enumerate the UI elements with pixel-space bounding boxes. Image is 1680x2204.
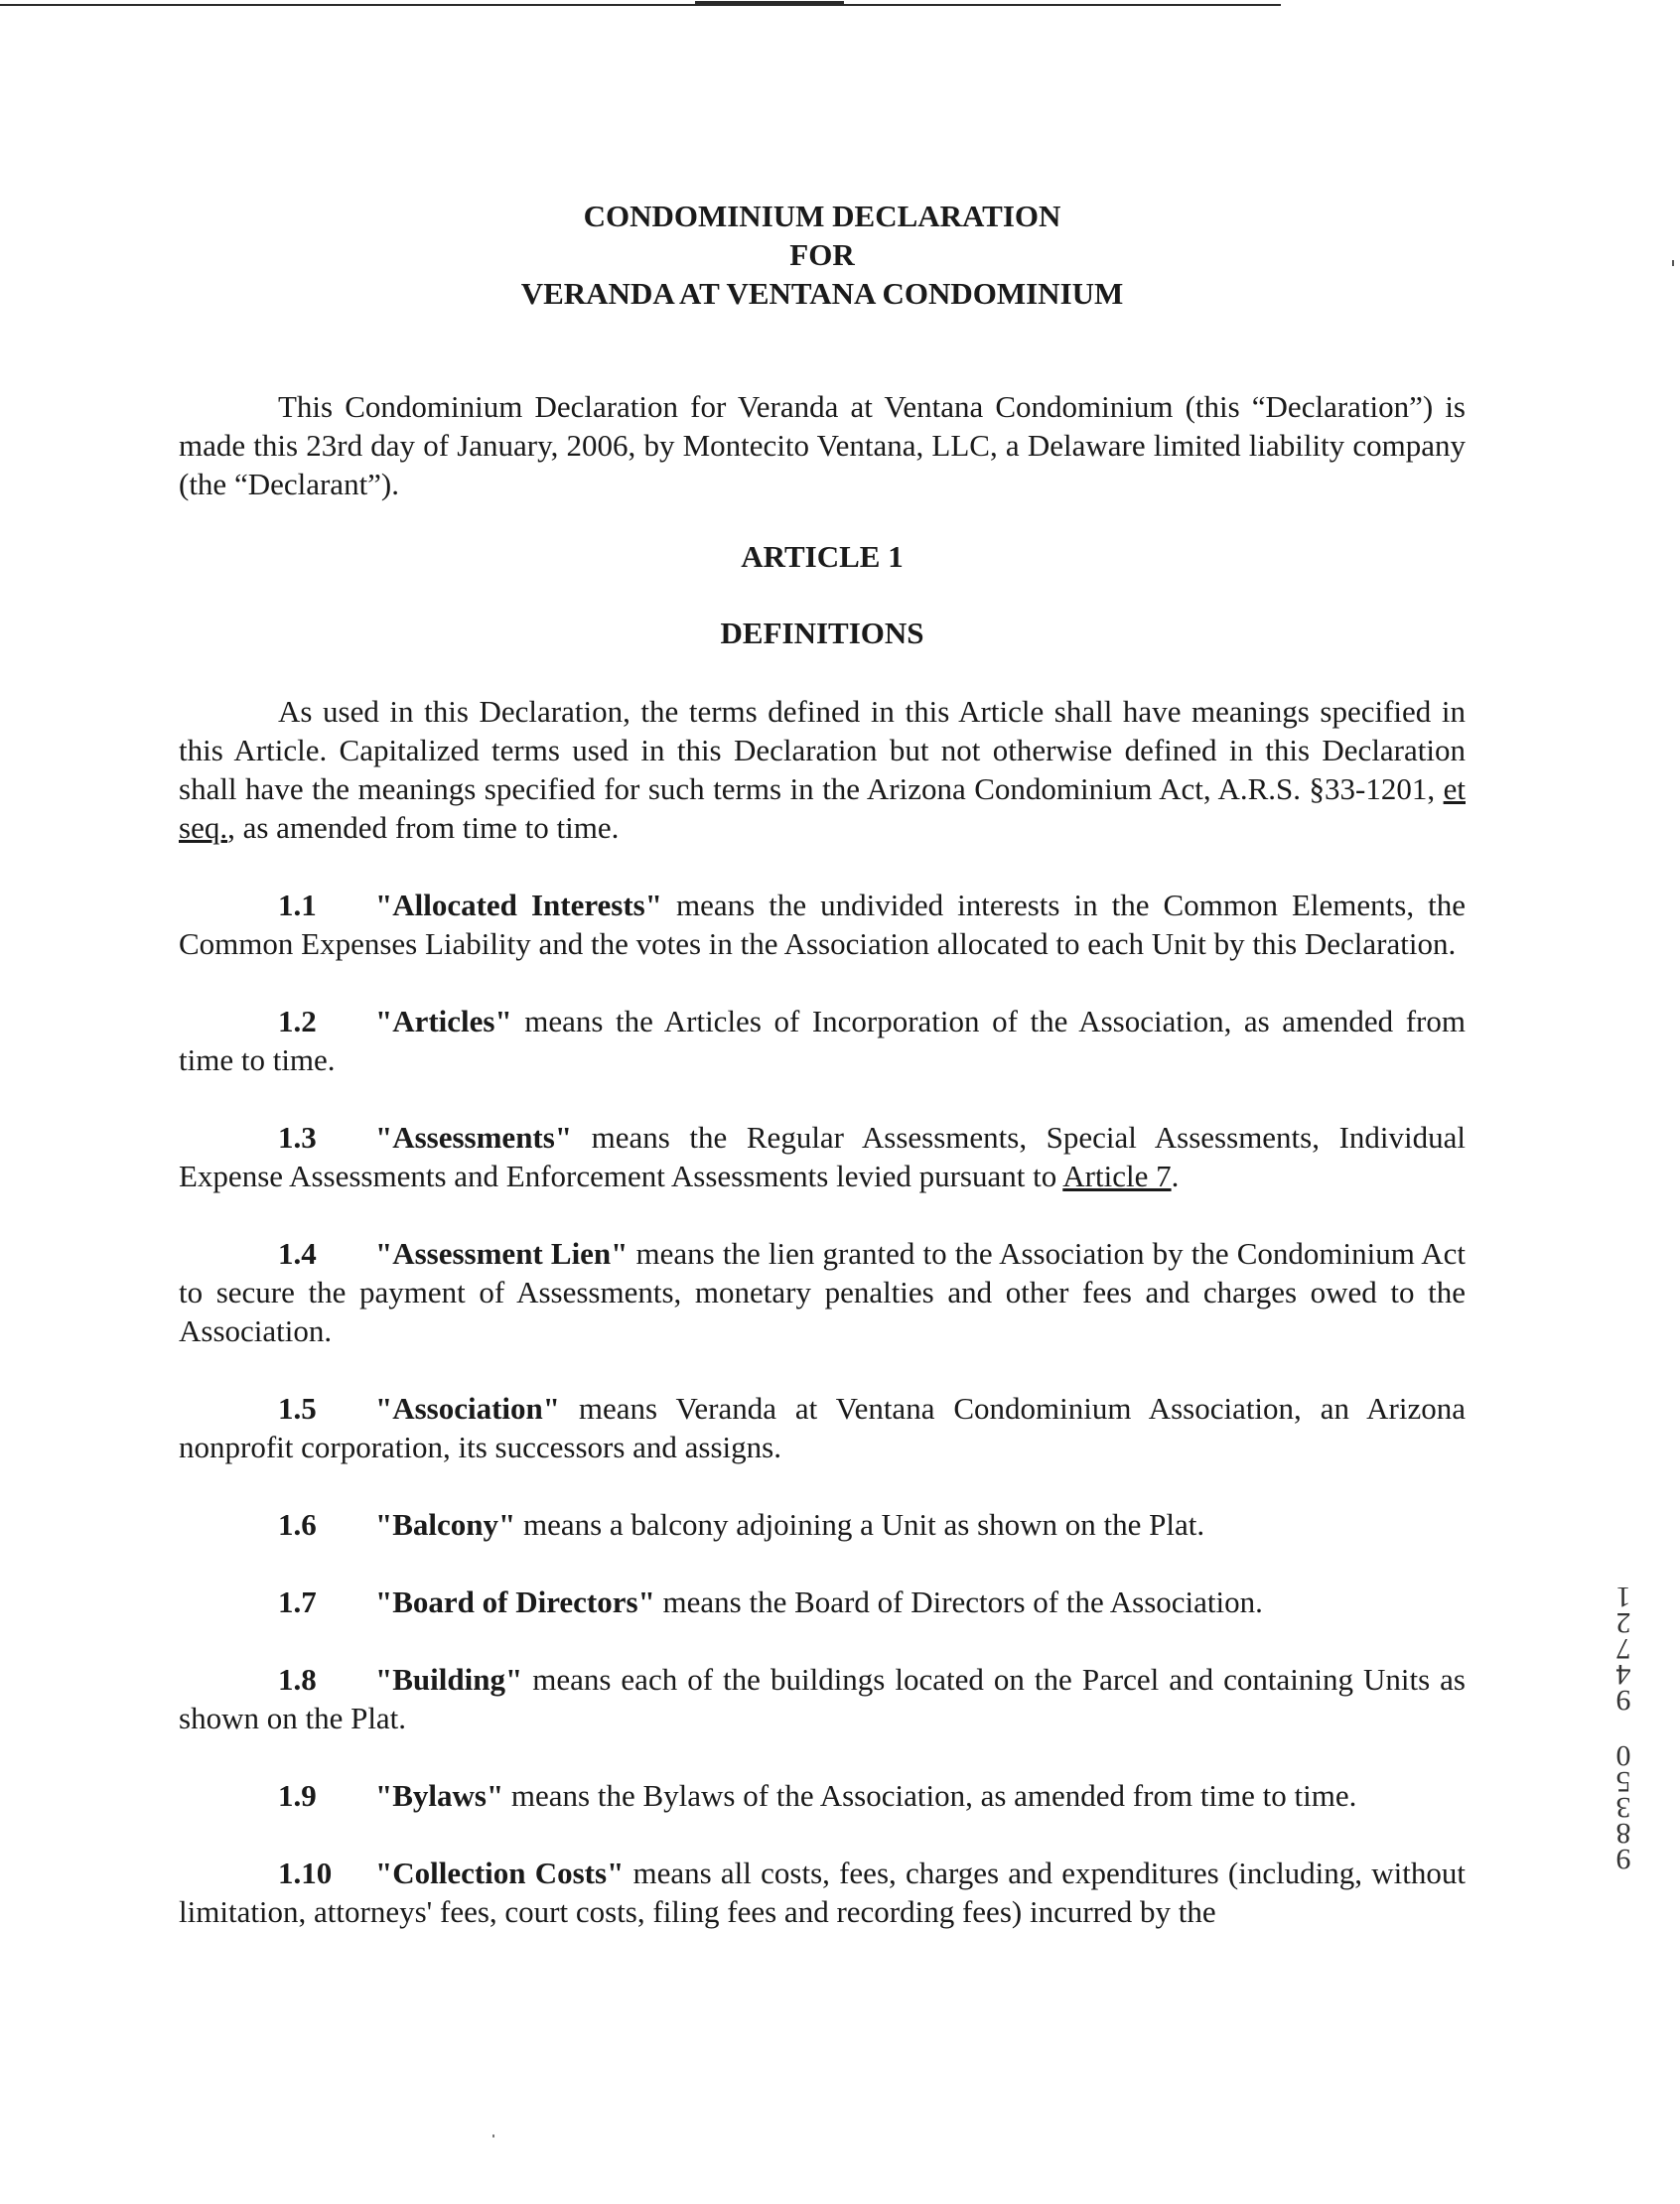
article-heading: ARTICLE 1 <box>741 539 904 574</box>
definition-term: "Assessment Lien" <box>375 1236 629 1271</box>
article-subheading: DEFINITIONS <box>720 616 924 650</box>
definition-text: means the lien granted to the Association by the Condominium Act to secure the payment of Assessments, monetary penalties and other fees and charges owed to the Association. <box>179 1236 1467 1348</box>
definition-term: "Articles" <box>375 1004 512 1038</box>
definition-number: 1.10 <box>278 1856 333 1890</box>
intro-paragraph: This Condominium Declaration for Veranda at Ventana Condominium (this “Declaration”) is made this 23rd day of January, 2006, by Montecito Ventana, LLC, a Delaware limited liability company (the “Declarant”). <box>179 389 1466 501</box>
definition-item <box>179 1583 1466 1621</box>
definition-number: 1.3 <box>278 1120 317 1155</box>
definition-number: 1.2 <box>278 1004 317 1038</box>
title-line-1: CONDOMINIUM DECLARATION <box>583 199 1061 233</box>
document-title <box>179 197 1466 313</box>
top-scan-rule-segment <box>695 1 844 4</box>
definition-text: means the undivided interests in the Common Elements, the Common Expenses Liability and the votes in the Association allocated to each Unit by this Declaration. <box>179 888 1467 961</box>
stamp-digit: 8 <box>1615 1817 1631 1850</box>
definition-number: 1.9 <box>278 1778 317 1813</box>
definition-item <box>179 1234 1466 1350</box>
definition-term: "Balcony" <box>375 1507 516 1542</box>
definition-number: 1.8 <box>278 1662 317 1697</box>
stamp-digit: 9 <box>1615 1684 1631 1717</box>
definition-text: means all costs, fees, charges and expenditures (including, without limitation, attorneys' fees, court costs, filing fees and recording fees) incurred by the <box>179 1856 1466 1929</box>
recording-number-stamp <box>1609 1581 1638 1875</box>
definition-tail: . <box>1171 1159 1180 1193</box>
title-line-3: VERANDA AT VENTANA CONDOMINIUM <box>520 276 1124 311</box>
definition-item <box>179 1118 1466 1195</box>
stamp-digit: 1 <box>1615 1581 1631 1613</box>
preamble-tail: , as amended from time to time. <box>227 810 620 845</box>
definition-term: "Building" <box>375 1662 523 1697</box>
scan-speck <box>492 2135 494 2137</box>
definitions-preamble <box>179 692 1466 847</box>
definition-number: 1.1 <box>278 888 317 922</box>
definition-text: means Veranda at Ventana Condominium Association, an Arizona nonprofit corporation, its successors and assigns. <box>179 1391 1466 1464</box>
definition-number: 1.7 <box>278 1584 317 1619</box>
definition-term: "Allocated Interests" <box>375 888 662 922</box>
definition-item <box>179 1660 1466 1737</box>
definition-term: "Collection Costs" <box>375 1856 625 1890</box>
stamp-digit: 7 <box>1615 1632 1631 1665</box>
stamp-digit: 0 <box>1615 1739 1631 1772</box>
stamp-digit: 2 <box>1615 1606 1631 1639</box>
definition-text: means the Articles of Incorporation of the Association, as amended from time to time. <box>179 1004 1466 1077</box>
definition-term: "Assessments" <box>375 1120 573 1155</box>
stamp-digit: 9 <box>1615 1843 1631 1875</box>
definition-text: means the Bylaws of the Association, as amended from time to time. <box>510 1778 1357 1813</box>
definition-text: means a balcony adjoining a Unit as shown on the Plat. <box>522 1507 1205 1542</box>
definition-item <box>179 1002 1466 1079</box>
definition-text: means the Board of Directors of the Association. <box>662 1584 1263 1619</box>
stamp-digit: 5 <box>1615 1765 1631 1798</box>
scan-mark <box>1672 260 1674 266</box>
stamp-digit: 3 <box>1615 1791 1631 1824</box>
definition-number: 1.5 <box>278 1391 317 1426</box>
top-scan-rule <box>0 4 1281 6</box>
definition-number: 1.6 <box>278 1507 317 1542</box>
definition-item <box>179 1854 1466 1931</box>
article-reference: Article 7 <box>1062 1159 1172 1193</box>
definition-item <box>179 1776 1466 1815</box>
definition-item <box>179 886 1466 963</box>
preamble-text: As used in this Declaration, the terms defined in this Article shall have meanings specified in this Article. Capitalized terms used in this Declaration but not otherwise defined in this Declaration shall have the meanings specified for such terms in the Arizona Condominium Act, A.R.S. §33-1201, <box>179 694 1466 806</box>
stamp-digit: 4 <box>1615 1658 1631 1691</box>
title-line-2: FOR <box>789 237 855 272</box>
definition-text: means each of the buildings located on the Parcel and containing Units as shown on the Plat. <box>179 1662 1466 1735</box>
definition-number: 1.4 <box>278 1236 317 1271</box>
et-seq-citation: et seq. <box>179 771 1466 845</box>
stamp-gap <box>1609 1713 1638 1742</box>
definition-term: "Bylaws" <box>375 1778 504 1813</box>
definition-item <box>179 1389 1466 1466</box>
definition-text: means the Regular Assessments, Special Assessments, Individual Expense Assessments and Enforcement Assessments levied pursuant to <box>179 1120 1466 1193</box>
document-page <box>179 197 1466 1931</box>
definition-term: "Association" <box>375 1391 560 1426</box>
definition-term: "Board of Directors" <box>375 1584 655 1619</box>
definition-item <box>179 1505 1466 1544</box>
